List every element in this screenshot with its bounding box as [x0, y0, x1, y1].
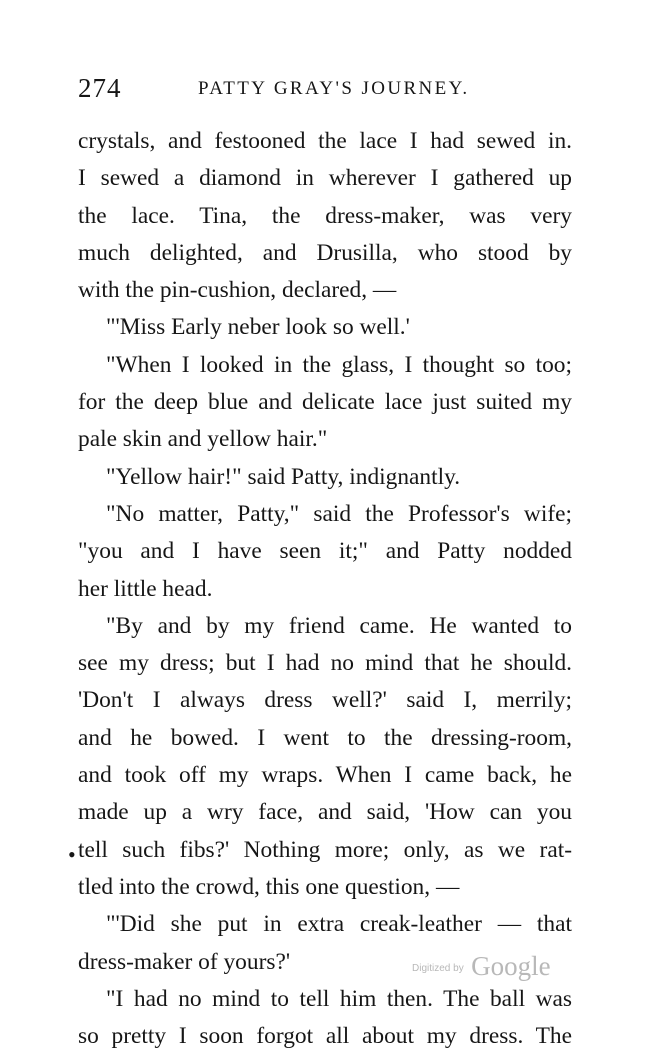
page-number: 274 — [78, 73, 122, 103]
text-line: "I had no mind to tell him then. The ball was — [106, 985, 572, 1012]
text-line: and took off my wraps. When I came back, he — [78, 762, 572, 789]
text-line: I sewed a diamond in wherever I gathered up — [78, 165, 572, 192]
text-line: "No matter, Patty," said the Professor's wife; — [106, 500, 572, 527]
text-line: tled into the crowd, this one question, — — [78, 873, 460, 900]
digitized-watermark — [412, 951, 551, 982]
text-line: 'Don't I always dress well?' said I, merrily; — [78, 687, 572, 714]
text-line: so pretty I soon forgot all about my dress. The — [78, 1023, 572, 1050]
text-line: dress-maker of yours?' — [78, 948, 291, 975]
text-line: crystals, and festooned the lace I had sewed in. — [78, 128, 572, 154]
text-line: "By and by my friend came. He wanted to — [106, 612, 572, 639]
text-line: and he bowed. I went to the dressing-room, — [78, 724, 572, 751]
text-line: with the pin-cushion, declared, — — [78, 277, 397, 304]
watermark-prefix: Digitized by — [412, 963, 464, 974]
watermark-brand: Google — [471, 951, 551, 981]
text-line: see my dress; but I had no mind that he should. — [78, 650, 572, 677]
body-text — [78, 123, 572, 1055]
text-line: "Yellow hair!" said Patty, indignantly. — [106, 463, 461, 490]
text-line: tell such fibs?' Nothing more; only, as we rat- — [78, 836, 572, 863]
text-line: the lace. Tina, the dress-maker, was very — [78, 202, 572, 229]
text-line: for the deep blue and delicate lace just suited my — [78, 389, 572, 416]
text-line: "'Miss Early neber look so well.' — [106, 314, 410, 341]
text-line: made up a wry face, and said, 'How can you — [78, 799, 572, 826]
text-line: "'Did she put in extra creak-leather — that — [106, 911, 572, 938]
text-line: "When I looked in the glass, I thought so too; — [106, 351, 572, 378]
stray-mark: • — [68, 842, 76, 867]
text-line: much delighted, and Drusilla, who stood by — [78, 239, 572, 266]
text-line: "you and I have seen it;" and Patty nodded — [78, 538, 572, 565]
text-line: pale skin and yellow hair." — [78, 426, 328, 453]
running-head: PATTY GRAY'S JOURNEY. — [198, 78, 470, 99]
text-line: her little head. — [78, 575, 213, 602]
